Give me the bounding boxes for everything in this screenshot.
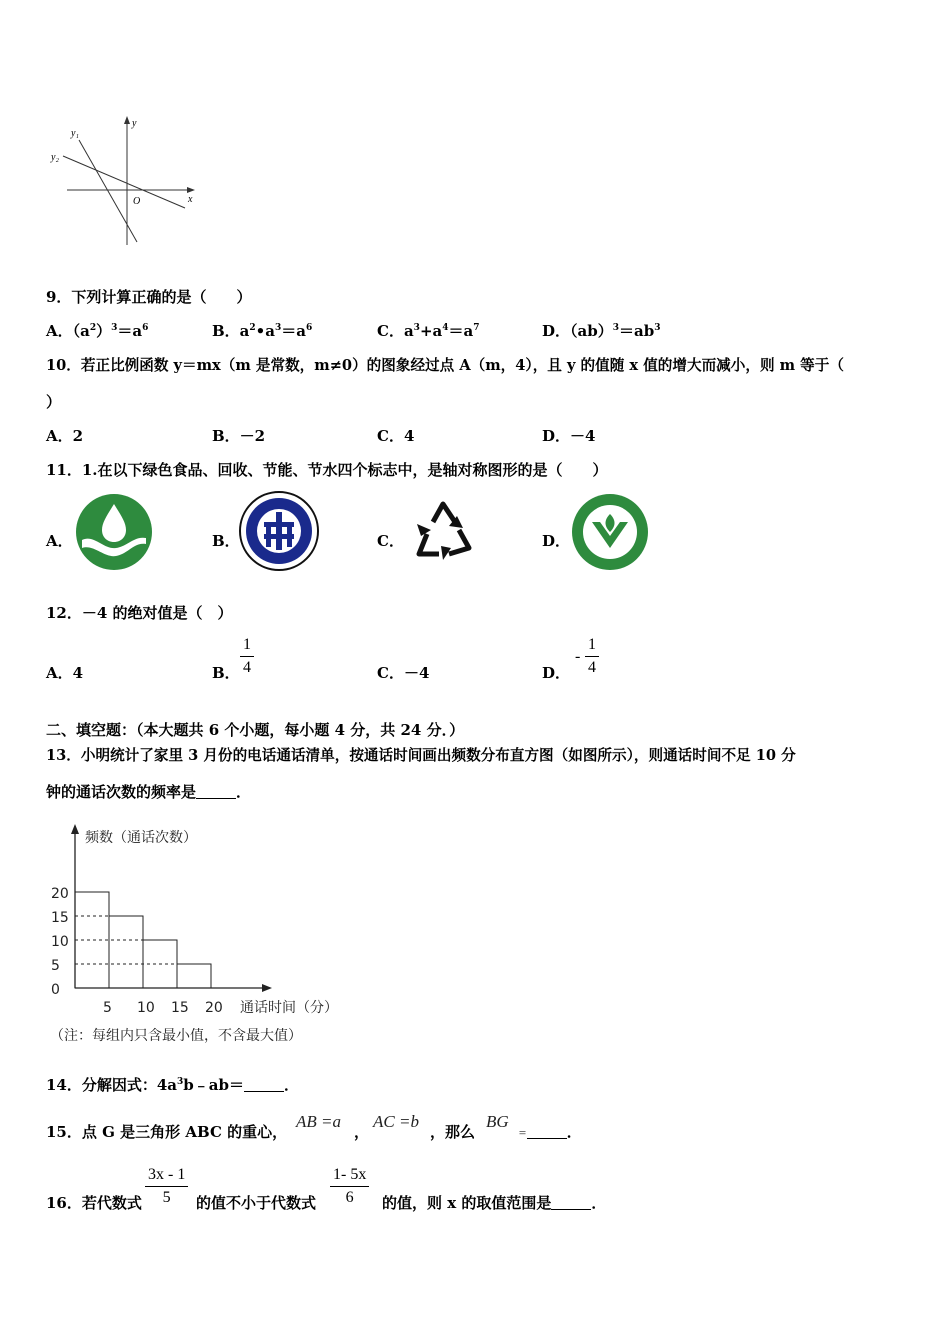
histogram-bar	[177, 964, 211, 988]
y-axis-arrow	[71, 824, 79, 834]
q12-option-d: D．	[542, 664, 571, 682]
x-axis-arrow	[187, 187, 195, 193]
q9-option-a: A．$(a^2)^3=a^6$	[46, 322, 149, 340]
q15-answer-blank[interactable]	[527, 1126, 567, 1139]
q10-stem: 10．若正比例函数 y＝mx（m 是常数，m≠0）的图象经过点 A（m，4），且 y 的值随 x 值的增大而减小，则 m 等于（	[46, 357, 844, 374]
y-axis-title: 频数（通话次数）	[85, 830, 197, 846]
y-tick-label: 5	[51, 958, 60, 974]
x-axis-arrow	[262, 984, 272, 992]
q11-option-d-label: D．	[542, 532, 571, 550]
y2-label: y₂	[51, 152, 59, 163]
q14-answer-blank[interactable]	[244, 1079, 284, 1092]
q10-option-c: C．4	[377, 427, 415, 445]
y-label: y	[132, 118, 137, 129]
y-tick-label: 0	[51, 982, 60, 998]
q10-option-d: D．－4	[542, 427, 596, 445]
q12-option-b: B．	[212, 664, 240, 682]
q16-prefix: 16．若代数式	[46, 1194, 142, 1212]
y-tick-label: 10	[51, 934, 69, 950]
q9-stem: 9．下列计算正确的是（ ）	[46, 288, 252, 306]
q12-option-d-fraction: 1 4	[585, 636, 599, 677]
q15-vector-ab: AB =a	[296, 1112, 342, 1131]
q12-option-a: A．4	[46, 664, 84, 682]
q11-option-c-label: C．	[377, 532, 404, 550]
recycle-logo-icon	[238, 490, 320, 572]
q9-option-c: C．$a^3+a^4=a^7$	[377, 322, 480, 340]
q12-option-c: C．－4	[377, 664, 430, 682]
line-graph-figure	[45, 112, 205, 247]
x-tick-label: 20	[205, 1000, 223, 1016]
q13-answer-blank[interactable]	[196, 786, 236, 799]
y-tick-label: 20	[51, 886, 69, 902]
q16-fraction-2: 1- 5x 6	[330, 1166, 369, 1207]
histogram-bar	[109, 916, 143, 988]
q15-sep-1: ，	[354, 1123, 370, 1141]
energy-saving-logo-icon	[570, 492, 650, 572]
q9-option-b: B．$a^2•a^3=a^6$	[212, 322, 313, 340]
y1-label: y₁	[71, 128, 79, 139]
x-label: x	[188, 194, 193, 205]
y-axis-arrow	[124, 116, 130, 124]
q14: 14．分解因式：$4a^3b﹣ab=$ ．	[46, 1076, 300, 1094]
q15-end: = ．	[518, 1123, 582, 1141]
histogram-note: （注：每组内只含最小值，不含最大值）	[50, 1028, 302, 1044]
q12-option-d-sign: -	[575, 648, 581, 665]
x-tick-label: 10	[137, 1000, 155, 1016]
q15-sep-2: ，那么	[430, 1123, 476, 1141]
q13-line-2: 钟的通话次数的频率是 ．	[46, 783, 252, 801]
q16-answer-blank[interactable]	[551, 1197, 591, 1210]
q10-option-b: B．－2	[212, 427, 266, 445]
q11-option-b-label: B．	[212, 532, 240, 550]
q15-vector-bg: BG	[486, 1112, 509, 1131]
x-axis-title: 通话时间（分）	[240, 1000, 338, 1016]
y-tick-label: 15	[51, 910, 69, 926]
frequency-histogram	[40, 820, 370, 1055]
q15-vector-ac: AC =b	[373, 1112, 419, 1131]
q13-line-1: 13．小明统计了家里 3 月份的电话通话清单，按通话时间画出频数分布直方图（如图所示），则通话时间不足 10 分	[46, 747, 796, 764]
q9-option-d: D．$(ab)^3=ab^3$	[542, 322, 661, 340]
origin-label: O	[133, 196, 141, 207]
x-tick-label: 15	[171, 1000, 189, 1016]
q16-mid: 的值不小于代数式	[196, 1194, 317, 1212]
q12-stem: 12．－4 的绝对值是（ ）	[46, 604, 233, 622]
q12-option-b-fraction: 1 4	[240, 636, 254, 677]
q10-stem-end: ）	[46, 393, 62, 411]
q15: 15．点 G 是三角形 ABC 的重心，	[46, 1123, 288, 1141]
q11-option-a-label: A．	[46, 532, 73, 550]
line-y2	[63, 156, 185, 208]
line-y1	[79, 140, 137, 242]
recycling-arrows-icon	[403, 492, 485, 572]
histogram-bar	[75, 892, 109, 988]
q10-option-a: A．2	[46, 427, 84, 445]
q16-fraction-1: 3x - 1 5	[145, 1166, 188, 1207]
section-2-heading: 二、填空题：（本大题共 6 个小题，每小题 4 分，共 24 分．）	[46, 721, 465, 739]
q11-stem: 11．1.在以下绿色食品、回收、节能、节水四个标志中，是轴对称图形的是（ ）	[46, 461, 608, 479]
x-tick-label: 5	[103, 1000, 112, 1016]
q16-suffix: 的值，则 x 的取值范围是 ．	[382, 1194, 607, 1212]
green-food-logo-icon	[74, 492, 154, 572]
